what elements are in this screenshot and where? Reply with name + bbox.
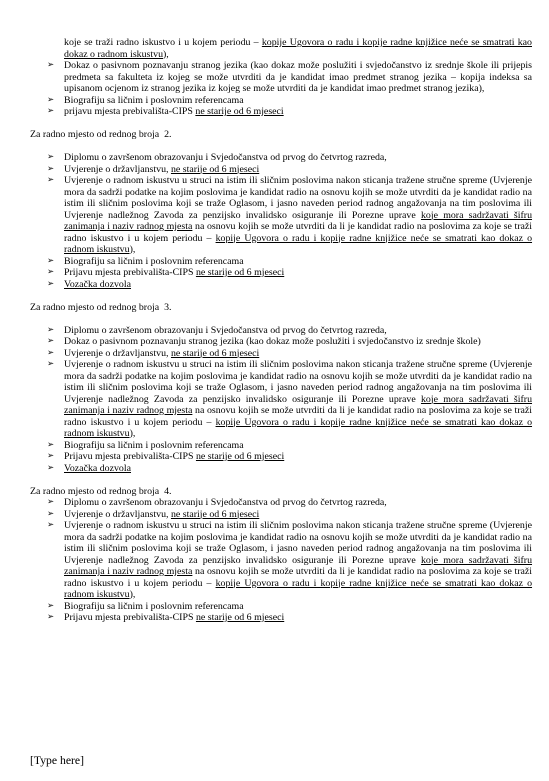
arrow-bullet-icon xyxy=(47,325,54,337)
item-text: Diplomu o završenom obrazovanju i Svjedočanstva od prvog do četvrtog razreda, xyxy=(64,152,387,163)
underlined-text: kopije Ugovora o radu i kopije radne knjižice neće se smatrati kao dokaz o radnom iskustvu xyxy=(64,232,533,255)
underlined-text: kopije Ugovora o radu i kopije radne knjižice neće se smatrati kao dokaz o radnom iskustvu xyxy=(64,577,533,600)
underlined-text: ne starije od 6 mjeseci xyxy=(195,106,284,117)
item-text: na osnovu kojih se može utvrditi da li je kandidat radio na poslovima za koje se traži radno iskustvo i u kojem periodu – xyxy=(64,566,532,589)
list-item xyxy=(0,601,549,613)
list-item xyxy=(0,336,549,348)
underlined-text: kopije Ugovora o radu i kopije radne knjižice neće se smatrati kao dokaz o radnom iskustvu xyxy=(64,37,532,60)
item-text: Uvjerenje o državljanstvu, xyxy=(64,347,169,359)
underlined-text: ne starije od 6 mjeseci xyxy=(170,163,260,175)
item-text: ), xyxy=(163,48,169,60)
item-text: na osnovu kojih se može utvrditi da li je kandidat radio na poslovima za koje se traži radno iskustvo i u kojem periodu – xyxy=(64,221,532,244)
item-text: Biografiju sa ličnim i poslovnim referencama xyxy=(64,255,244,267)
item-text: koje se traži radno iskustvo i u kojem periodu – xyxy=(64,37,259,48)
arrow-bullet-icon xyxy=(47,463,54,475)
arrow-bullet-icon xyxy=(47,106,54,118)
requirements-section xyxy=(0,60,549,118)
arrow-bullet-icon xyxy=(47,601,54,613)
underlined-text: ne starije od 6 mjeseci xyxy=(195,267,285,278)
underlined-text: ne starije od 6 mjeseci xyxy=(170,508,260,520)
arrow-bullet-icon xyxy=(47,164,54,176)
list-item xyxy=(0,451,549,463)
arrow-bullet-icon xyxy=(47,348,54,360)
arrow-bullet-icon xyxy=(47,152,54,164)
underlined-text: Vozačka dozvola xyxy=(64,462,131,474)
section-heading: Za radno mjesto od rednog broja 4. xyxy=(30,485,172,497)
list-item xyxy=(0,463,549,475)
arrow-bullet-icon xyxy=(47,95,54,107)
list-item xyxy=(0,509,549,521)
arrow-bullet-icon xyxy=(47,60,54,72)
continuation-paragraph xyxy=(0,37,549,60)
item-text: Prijavu mjesta prebivališta-CIPS xyxy=(64,612,194,623)
list-item xyxy=(0,325,549,337)
list-item xyxy=(0,497,549,509)
item-text: Uvjerenje o državljanstvu, xyxy=(64,163,169,175)
arrow-bullet-icon xyxy=(47,497,54,509)
item-text: ), xyxy=(129,428,136,439)
item-text: ), xyxy=(129,244,136,255)
arrow-bullet-icon xyxy=(47,520,54,532)
list-item xyxy=(0,348,549,360)
arrow-bullet-icon xyxy=(47,336,54,348)
list-item xyxy=(0,175,549,256)
arrow-bullet-icon xyxy=(47,509,54,521)
list-item xyxy=(0,152,549,164)
item-text: Biografiju sa ličnim i poslovnim referencama xyxy=(64,94,244,106)
list-item xyxy=(0,612,549,624)
arrow-bullet-icon xyxy=(47,175,54,187)
requirements-section xyxy=(0,302,549,475)
underlined-text: koje mora sadržavati šifru zanimanja i naziv radnog mjesta xyxy=(64,554,533,577)
requirements-section xyxy=(0,129,549,290)
arrow-bullet-icon xyxy=(47,256,54,268)
requirements-section xyxy=(0,486,549,624)
item-text: prijavu mjesta prebivališta-CIPS xyxy=(64,106,193,117)
arrow-bullet-icon xyxy=(47,267,54,279)
item-text: Uvjerenje o državljanstvu, xyxy=(64,508,169,520)
underlined-text: koje mora sadržavati šifru zanimanja i naziv radnog mjesta xyxy=(64,393,533,416)
list-item xyxy=(0,106,549,118)
underlined-text: ne starije od 6 mjeseci xyxy=(195,612,285,623)
item-text: Prijavu mjesta prebivališta-CIPS xyxy=(64,267,194,278)
arrow-bullet-icon xyxy=(47,279,54,291)
item-text: Dokaz o pasivnom poznavanju stranog jezika (kao dokaz može poslužiti i svjedočanstvo iz srednje škole ili prijepis predmeta sa fakulteta iz kojeg se može utvrditi da je kandidat imao predmet stranog jezika – kopija indeksa sa upisanom ocjenom iz stranog jezika iz kojeg se može utvrditi da je kandidat imao predmet stranog jezika), xyxy=(64,60,532,94)
list-item xyxy=(0,359,549,440)
item-text: Biografiju sa ličnim i poslovnim referencama xyxy=(64,600,244,612)
list-item xyxy=(0,440,549,452)
underlined-text: ne starije od 6 mjeseci xyxy=(170,347,260,359)
item-text: Diplomu o završenom obrazovanju i Svjedočanstva od prvog do četvrtog razreda, xyxy=(64,324,387,336)
underlined-text: Vozačka dozvola xyxy=(64,278,131,290)
list-item xyxy=(0,95,549,107)
item-text: Uvjerenje o radnom iskustvu u struci na istim ili sličnim poslovima nakon sticanja tražene stručne spreme (Uvjerenje mora da sadrži podatke na kojim poslovima je kandidat radio na osnovu kojih se može utvrditi da je kandidat radio na istim ili sličnim poslovima koji se traže Oglasom, i jasno naveden period radnog angažovanja na tim poslovima ili Uvjerenje nadležnog Zavoda za penzijsko invalidsko osiguranje ili Porezne uprave xyxy=(64,175,532,221)
item-text: na osnovu kojih se može utvrditi da li je kandidat radio na poslovima za koje se traži radno iskustvo i u kojem periodu – xyxy=(64,405,532,428)
arrow-bullet-icon xyxy=(47,359,54,371)
underlined-text: koje mora sadržavati šifru zanimanja i naziv radnog mjesta xyxy=(64,209,533,232)
underlined-text: ne starije od 6 mjeseci xyxy=(195,451,285,462)
item-text: Prijavu mjesta prebivališta-CIPS xyxy=(64,451,194,462)
item-text: ), xyxy=(129,589,136,600)
list-item xyxy=(0,256,549,268)
item-text: Diplomu o završenom obrazovanju i Svjedočanstva od prvog do četvrtog razreda, xyxy=(64,497,387,508)
item-text: Uvjerenje o radnom iskustvu u struci na istim ili sličnim poslovima nakon sticanja tražene stručne spreme (Uvjerenje mora da sadrži podatke na kojim poslovima je kandidat radio na osnovu kojih se može utvrditi da je kandidat radio na istim ili sličnim poslovima koji se traže Oglasom, i jasno naveden period radnog angažovanja na tim poslovima ili Uvjerenje nadležnog Zavoda za penzijsko invalidsko osiguranje ili Porezne uprave xyxy=(64,359,532,405)
list-item xyxy=(0,520,549,601)
section-heading: Za radno mjesto od rednog broja 3. xyxy=(30,301,172,313)
section-heading: Za radno mjesto od rednog broja 2. xyxy=(30,129,172,140)
item-text: Dokaz o pasivnom poznavanju stranog jezika (kao dokaz može poslužiti i svjedočanstvo iz srednje škole) xyxy=(64,336,481,347)
arrow-bullet-icon xyxy=(47,440,54,452)
underlined-text: kopije Ugovora o radu i kopije radne knjižice neće se smatrati kao dokaz o radnom iskustvu xyxy=(64,416,533,439)
list-item xyxy=(0,60,549,95)
document-body xyxy=(0,37,549,624)
arrow-bullet-icon xyxy=(47,451,54,463)
list-item xyxy=(0,164,549,176)
footer-placeholder: [Type here] xyxy=(30,754,85,767)
list-item xyxy=(0,279,549,291)
arrow-bullet-icon xyxy=(47,612,54,624)
item-text: Biografiju sa ličnim i poslovnim referencama xyxy=(64,439,244,451)
item-text: Uvjerenje o radnom iskustvu u struci na istim ili sličnim poslovima nakon sticanja tražene stručne spreme (Uvjerenje mora da sadrži podatke na kojim poslovima je kandidat radio na osnovu kojih se može utvrditi da je kandidat radio na istim ili sličnim poslovima koji se traže Oglasom, i jasno naveden period radnog angažovanja na tim poslovima ili Uvjerenje nadležnog Zavoda za penzijsko invalidsko osiguranje ili Porezne uprave xyxy=(64,520,532,566)
list-item xyxy=(0,267,549,279)
